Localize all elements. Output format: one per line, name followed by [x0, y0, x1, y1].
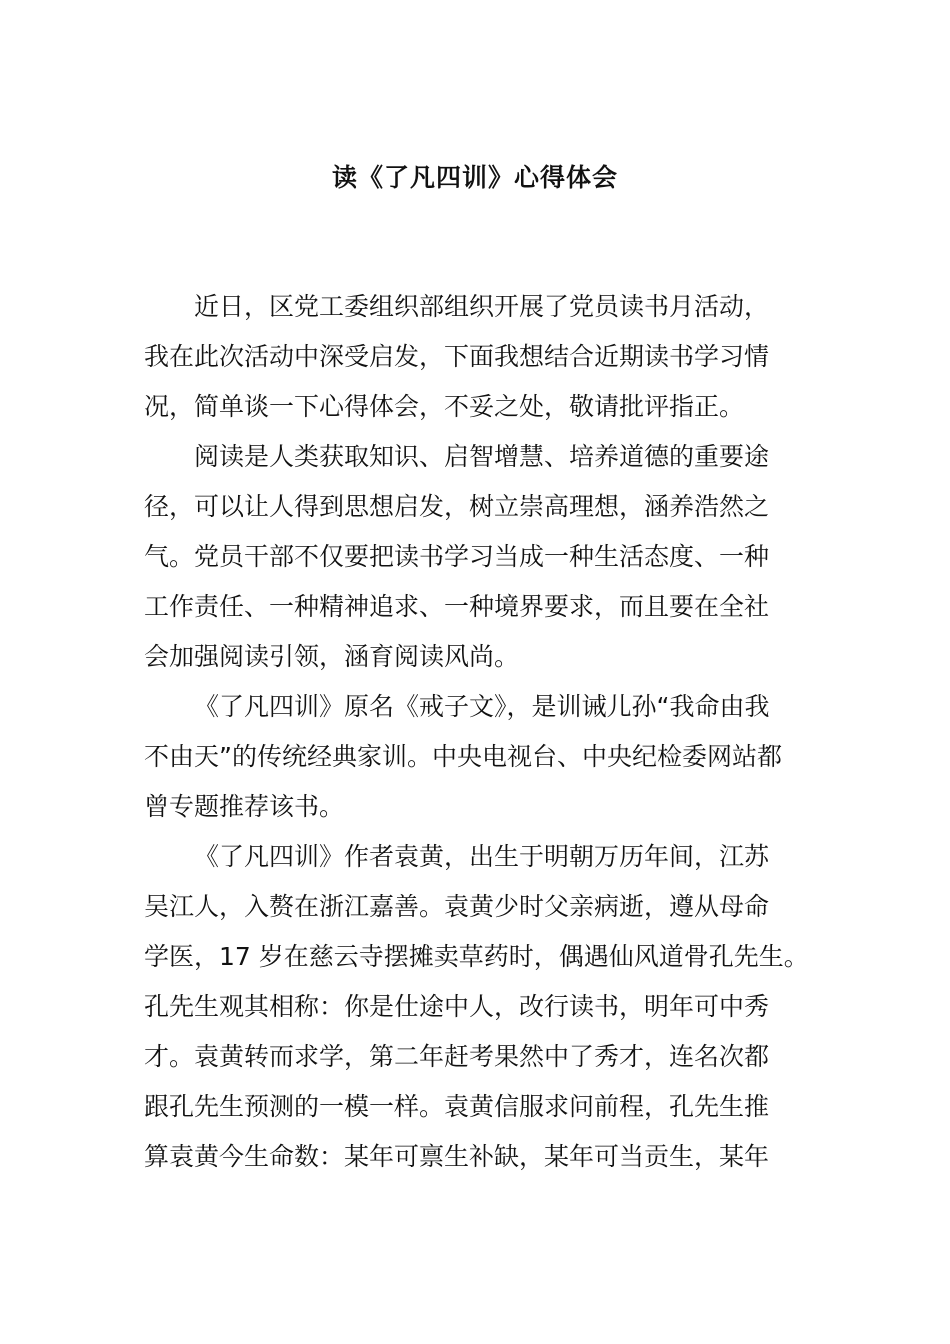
document-title: 读《了凡四训》心得体会 — [331, 163, 618, 192]
text-line: 学医，17 岁在慈云寺摆摊卖草药时，偶遇仙风道骨孔先生。 — [144, 942, 809, 971]
text-line: 工作责任、一种精神追求、一种境界要求，而且要在全社 — [144, 592, 770, 621]
paragraph-1 — [144, 282, 824, 432]
text-line: 孔先生观其相称：你是仕途中人，改行读书，明年可中秀 — [144, 992, 770, 1021]
document-body — [144, 282, 824, 1182]
text-line: 算袁黄今生命数：某年可禀生补缺，某年可当贡生，某年 — [144, 1142, 770, 1171]
text-line: 吴江人，入赘在浙江嘉善。袁黄少时父亲病逝，遵从母命 — [144, 892, 770, 921]
text-line: 《了凡四训》作者袁黄，出生于明朝万历年间，江苏 — [194, 842, 770, 871]
text-line: 我在此次活动中深受启发，下面我想结合近期读书学习情 — [144, 342, 770, 371]
text-line: 才。袁黄转而求学，第二年赶考果然中了秀才，连名次都 — [144, 1042, 770, 1071]
text-line: 近日，区党工委组织部组织开展了党员读书月活动， — [194, 292, 770, 321]
text-line: 不由天”的传统经典家训。中央电视台、中央纪检委网站都 — [144, 742, 782, 771]
paragraph-3 — [144, 682, 824, 832]
paragraph-2 — [144, 432, 824, 682]
text-line: 会加强阅读引领，涵育阅读风尚。 — [144, 642, 520, 671]
text-line: 气。党员干部不仅要把读书学习当成一种生活态度、一种 — [144, 542, 770, 571]
text-line: 阅读是人类获取知识、启智增慧、培养道德的重要途 — [194, 442, 770, 471]
text-line: 曾专题推荐该书。 — [144, 792, 345, 821]
text-line: 况，简单谈一下心得体会，不妥之处，敬请批评指正。 — [144, 392, 745, 421]
text-line: 《了凡四训》原名《戒子文》，是训诫儿孙“我命由我 — [194, 692, 770, 721]
text-line: 径，可以让人得到思想启发，树立崇高理想，涵养浩然之 — [144, 492, 770, 521]
paragraph-4 — [144, 832, 824, 1182]
text-line: 跟孔先生预测的一模一样。袁黄信服求问前程，孔先生推 — [144, 1092, 770, 1121]
